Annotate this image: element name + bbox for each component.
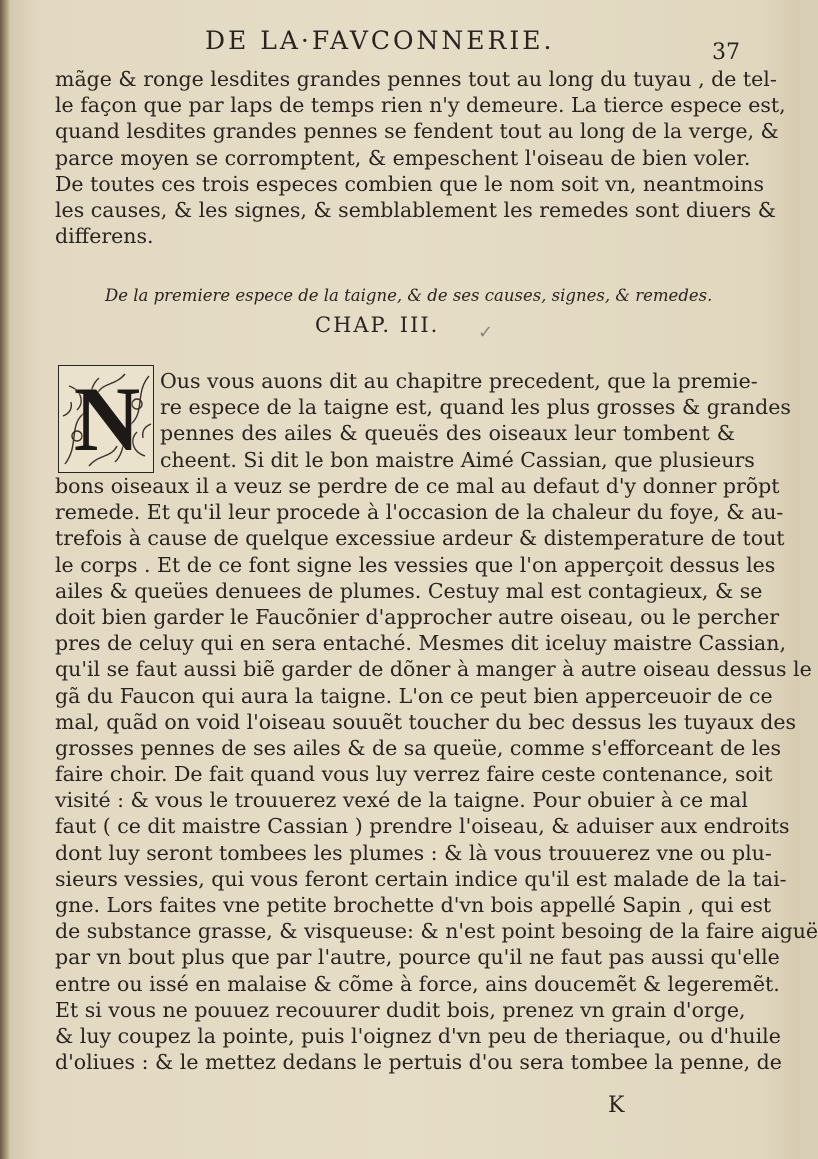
text-line: dont luy seront tombees les plumes : & là vous trouuerez vne ou plu- — [55, 840, 772, 865]
text-line: De toutes ces trois especes combien que le nom soit vn, neantmoins — [55, 171, 764, 196]
text-line: grosses pennes de ses ailes & de sa queüe, comme s'efforceant de les — [55, 735, 781, 760]
running-head — [0, 26, 800, 65]
text-line: doit bien garder le Faucõnier d'approcher autre oiseau, ou le percher — [55, 604, 780, 629]
text-line: & luy coupez la pointe, puis l'oignez d'vn peu de theriaque, ou d'huile — [55, 1023, 781, 1048]
text-line: mal, quãd on void l'oiseau souuẽt toucher du bec dessus les tuyaux des — [55, 709, 797, 734]
text-line: Ous vous auons dit au chapitre precedent, que la premie- — [160, 369, 758, 393]
text-line: remede. Et qu'il leur procede à l'occasion de la chaleur du foye, & au- — [55, 500, 784, 525]
signature-mark: K — [608, 1093, 625, 1118]
text-line: qu'il se faut aussi biẽ garder de dõner à manger à autre oiseau dessus le — [55, 657, 812, 682]
text-line: faire choir. De fait quand vous luy verrez faire ceste contenance, soit — [55, 762, 773, 787]
pencil-tick-mark: ✓ — [478, 322, 494, 343]
text-line: ailes & queües denuees de plumes. Cestuy mal est contagieux, & se — [55, 578, 763, 603]
running-title: DE LA·FAVCONNERIE. — [205, 26, 555, 55]
text-line: quand lesdites grandes pennes se fendent tout au long de la verge, & — [55, 119, 779, 144]
text-line: entre ou issé en malaise & cõme à force, ains doucemẽt & legeremẽt. — [55, 971, 780, 996]
text-line: Et si vous ne pouuez recouurer dudit bois, prenez vn grain d'orge, — [55, 997, 746, 1022]
text-line: pres de celuy qui en sera entaché. Mesmes dit iceluy maistre Cassian, — [55, 631, 786, 656]
paragraph-continued — [55, 66, 786, 249]
text-line: sieurs vessies, qui vous feront certain indice qu'il est malade de la tai- — [55, 866, 787, 891]
paragraph-opening — [160, 368, 791, 473]
text-line: mãge & ronge lesdites grandes pennes tout au long du tuyau , de tel- — [55, 67, 777, 91]
text-line: les causes, & les signes, & semblablement les remedes sont diuers & — [55, 197, 776, 222]
page-number: 37 — [712, 40, 740, 65]
text-line: gne. Lors faites vne petite brochette d'vn bois appellé Sapin , qui est — [55, 893, 772, 917]
paragraph-body — [55, 473, 818, 1075]
book-spine-shadow — [0, 0, 10, 1159]
text-line: parce moyen se corromptent, & empeschent l'oiseau de bien voler. — [55, 145, 751, 170]
text-line: par vn bout plus que par l'autre, pource qu'il ne faut pas aussi qu'elle — [55, 945, 780, 970]
text-line: trefois à cause de quelque excessiue ardeur & distemperature de tout — [55, 526, 785, 551]
chapter-heading: CHAP. III. — [315, 313, 440, 337]
text-line: le corps . Et de ce font signe les vessies que l'on apperçoit dessus les — [55, 552, 776, 577]
text-line: gã du Faucon qui aura la taigne. L'on ce peut bien apperceuoir de ce — [55, 683, 773, 708]
text-line: pennes des ailes & queuës des oiseaux leur tombent & — [160, 421, 735, 446]
text-line: re espece de la taigne est, quand les plus grosses & grandes — [160, 395, 791, 420]
text-line: de substance grasse, & visqueuse: & n'est point besoing de la faire aiguë — [55, 919, 818, 944]
text-line: faut ( ce dit maistre Cassian ) prendre l'oiseau, & aduiser aux endroits — [55, 814, 790, 839]
text-line: d'oliues : & le mettez dedans le pertuis d'ou sera tombee la penne, de — [55, 1050, 782, 1075]
text-line: visité : & vous le trouuerez vexé de la taigne. Pour obuier à ce mal — [55, 788, 748, 813]
initial-letter: N — [73, 368, 141, 470]
decorated-initial — [58, 365, 154, 473]
chapter-rubric: De la premiere espece de la taigne, & de ses causes, signes, & remedes. — [105, 286, 713, 305]
text-line: le façon que par laps de temps rien n'y demeure. La tierce espece est, — [55, 93, 786, 118]
text-line: cheent. Si dit le bon maistre Aimé Cassian, que plusieurs — [160, 447, 755, 472]
text-line: bons oiseaux il a veuz se perdre de ce mal au defaut d'y donner prõpt — [55, 474, 780, 498]
text-line: differens. — [55, 224, 154, 249]
